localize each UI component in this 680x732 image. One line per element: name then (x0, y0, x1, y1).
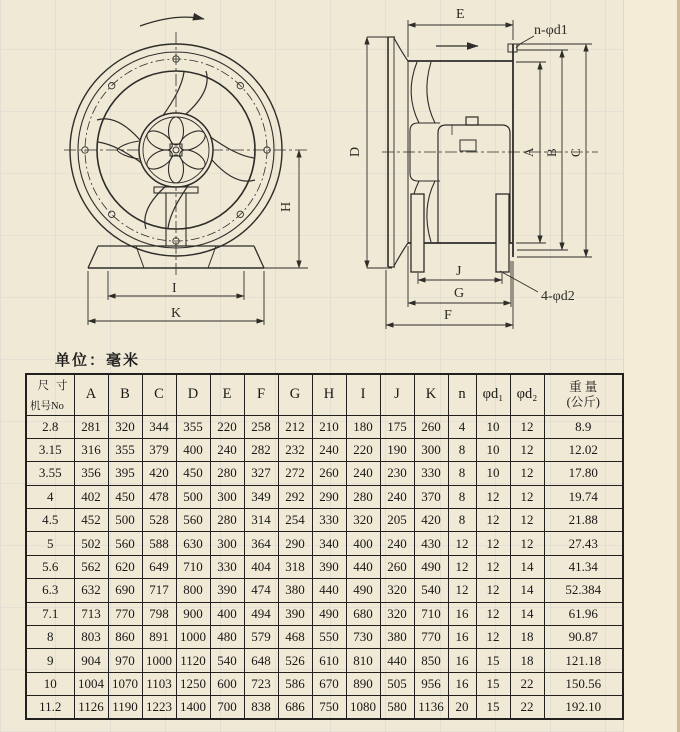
value-cell: 240 (380, 485, 414, 508)
value-cell: 14 (510, 555, 544, 578)
value-cell: 400 (346, 532, 380, 555)
value-cell: 838 (244, 696, 278, 719)
col-8: H (312, 374, 346, 415)
dim-label-H: H (279, 201, 294, 212)
value-cell: 528 (142, 509, 176, 532)
value-cell: 648 (244, 649, 278, 672)
value-cell: 281 (74, 415, 108, 438)
value-cell: 232 (278, 438, 312, 461)
value-cell: 364 (244, 532, 278, 555)
value-cell: 800 (176, 579, 210, 602)
value-cell: 22 (510, 672, 544, 695)
value-cell: 8 (448, 438, 476, 461)
value-cell: 349 (244, 485, 278, 508)
value-cell: 1000 (176, 626, 210, 649)
table-row (26, 672, 623, 695)
value-cell: 390 (312, 555, 346, 578)
value-cell: 468 (278, 626, 312, 649)
value-cell: 580 (380, 696, 414, 719)
value-cell: 12 (476, 555, 510, 578)
value-cell: 15 (476, 696, 510, 719)
value-cell: 713 (74, 602, 108, 625)
col-13: φd₁ (476, 374, 510, 415)
callout-label-foot-holes: 4-φd2 (541, 289, 575, 304)
value-cell: 586 (278, 672, 312, 695)
value-cell: 192.10 (544, 696, 623, 719)
value-cell: 240 (380, 532, 414, 555)
value-cell: 18 (510, 649, 544, 672)
value-cell: 180 (346, 415, 380, 438)
table-row (26, 555, 623, 578)
col-4: D (176, 374, 210, 415)
value-cell: 320 (380, 579, 414, 602)
value-cell: 502 (74, 532, 108, 555)
col-1: A (74, 374, 108, 415)
value-cell: 316 (74, 438, 108, 461)
value-cell: 280 (346, 485, 380, 508)
model-no-cell: 10 (26, 672, 74, 695)
value-cell: 12 (510, 462, 544, 485)
value-cell: 300 (414, 438, 448, 461)
value-cell: 810 (346, 649, 380, 672)
value-cell: 16 (448, 672, 476, 695)
value-cell: 370 (414, 485, 448, 508)
model-no-cell: 7.1 (26, 602, 74, 625)
header-row (26, 374, 623, 415)
value-cell: 52.384 (544, 579, 623, 602)
value-cell: 260 (414, 415, 448, 438)
value-cell: 320 (346, 509, 380, 532)
value-cell: 12 (510, 438, 544, 461)
value-cell: 505 (380, 672, 414, 695)
value-cell: 1004 (74, 672, 108, 695)
fan-side-view (348, 7, 598, 329)
value-cell: 280 (210, 509, 244, 532)
table-row (26, 579, 623, 602)
value-cell: 12 (476, 579, 510, 602)
value-cell: 430 (414, 532, 448, 555)
value-cell: 41.34 (544, 555, 623, 578)
col-11: K (414, 374, 448, 415)
col-10: J (380, 374, 414, 415)
value-cell: 240 (312, 438, 346, 461)
value-cell: 630 (176, 532, 210, 555)
value-cell: 340 (312, 532, 346, 555)
value-cell: 1190 (108, 696, 142, 719)
value-cell: 562 (74, 555, 108, 578)
model-no-cell: 4.5 (26, 509, 74, 532)
value-cell: 16 (448, 626, 476, 649)
value-cell: 680 (346, 602, 380, 625)
value-cell: 4 (448, 415, 476, 438)
model-no-cell: 5.6 (26, 555, 74, 578)
value-cell: 1000 (142, 649, 176, 672)
value-cell: 330 (414, 462, 448, 485)
value-cell: 12 (476, 602, 510, 625)
value-cell: 500 (108, 509, 142, 532)
value-cell: 620 (108, 555, 142, 578)
value-cell: 690 (108, 579, 142, 602)
value-cell: 14 (510, 579, 544, 602)
value-cell: 400 (210, 602, 244, 625)
value-cell: 282 (244, 438, 278, 461)
value-cell: 12 (476, 509, 510, 532)
value-cell: 632 (74, 579, 108, 602)
value-cell: 803 (74, 626, 108, 649)
value-cell: 355 (176, 415, 210, 438)
value-cell: 12 (448, 532, 476, 555)
value-cell: 494 (244, 602, 278, 625)
value-cell: 956 (414, 672, 448, 695)
model-no-cell: 4 (26, 485, 74, 508)
model-no-cell: 11.2 (26, 696, 74, 719)
model-no-cell: 9 (26, 649, 74, 672)
value-cell: 220 (210, 415, 244, 438)
model-no-cell: 3.15 (26, 438, 74, 461)
value-cell: 15 (476, 672, 510, 695)
col-7: G (278, 374, 312, 415)
value-cell: 240 (210, 438, 244, 461)
value-cell: 258 (244, 415, 278, 438)
value-cell: 150.56 (544, 672, 623, 695)
corner-bottom-label: 机号No (30, 400, 64, 412)
value-cell: 1223 (142, 696, 176, 719)
col-weight: 重 量 (公斤) (544, 374, 623, 415)
value-cell: 891 (142, 626, 176, 649)
dim-label-I: I (172, 281, 177, 296)
callout-label-flange-holes: n-φd1 (534, 23, 568, 38)
value-cell: 330 (312, 509, 346, 532)
value-cell: 12 (476, 626, 510, 649)
value-cell: 8 (448, 462, 476, 485)
callout-foot-holes (500, 271, 538, 292)
value-cell: 327 (244, 462, 278, 485)
value-cell: 450 (176, 462, 210, 485)
value-cell: 61.96 (544, 602, 623, 625)
corner-top-label: 尺 寸 (37, 380, 70, 392)
value-cell: 230 (380, 462, 414, 485)
value-cell: 588 (142, 532, 176, 555)
value-cell: 12 (448, 555, 476, 578)
value-cell: 205 (380, 509, 414, 532)
value-cell: 490 (346, 579, 380, 602)
value-cell: 8 (448, 485, 476, 508)
value-cell: 730 (346, 626, 380, 649)
table-row (26, 509, 623, 532)
value-cell: 717 (142, 579, 176, 602)
col-2: B (108, 374, 142, 415)
value-cell: 770 (108, 602, 142, 625)
col-3: C (142, 374, 176, 415)
value-cell: 10 (476, 462, 510, 485)
unit-label: 单位：毫米 (55, 353, 141, 369)
value-cell: 860 (108, 626, 142, 649)
value-cell: 190 (380, 438, 414, 461)
value-cell: 670 (312, 672, 346, 695)
value-cell: 402 (74, 485, 108, 508)
value-cell: 480 (210, 626, 244, 649)
value-cell: 330 (210, 555, 244, 578)
value-cell: 379 (142, 438, 176, 461)
corner-cell (26, 374, 74, 415)
value-cell: 300 (210, 485, 244, 508)
value-cell: 17.80 (544, 462, 623, 485)
table-row (26, 626, 623, 649)
value-cell: 10 (476, 438, 510, 461)
value-cell: 750 (312, 696, 346, 719)
value-cell: 12 (510, 415, 544, 438)
value-cell: 12 (476, 532, 510, 555)
value-cell: 16 (448, 602, 476, 625)
table-row (26, 415, 623, 438)
value-cell: 121.18 (544, 649, 623, 672)
dim-label-C: C (568, 148, 583, 157)
value-cell: 560 (108, 532, 142, 555)
value-cell: 404 (244, 555, 278, 578)
value-cell: 1250 (176, 672, 210, 695)
col-14: φd₂ (510, 374, 544, 415)
col-12: n (448, 374, 476, 415)
value-cell: 1070 (108, 672, 142, 695)
value-cell: 440 (346, 555, 380, 578)
value-cell: 320 (380, 602, 414, 625)
dimension-table (25, 373, 624, 720)
value-cell: 175 (380, 415, 414, 438)
value-cell: 1136 (414, 696, 448, 719)
value-cell: 579 (244, 626, 278, 649)
value-cell: 770 (414, 626, 448, 649)
table-body (26, 415, 623, 719)
value-cell: 490 (312, 602, 346, 625)
value-cell: 540 (414, 579, 448, 602)
value-cell: 478 (142, 485, 176, 508)
value-cell: 686 (278, 696, 312, 719)
value-cell: 904 (74, 649, 108, 672)
value-cell: 272 (278, 462, 312, 485)
dim-label-J: J (456, 264, 462, 279)
value-cell: 210 (312, 415, 346, 438)
value-cell: 380 (278, 579, 312, 602)
value-cell: 8 (448, 509, 476, 532)
value-cell: 390 (278, 602, 312, 625)
model-no-cell: 5 (26, 532, 74, 555)
value-cell: 540 (210, 649, 244, 672)
value-cell: 395 (108, 462, 142, 485)
value-cell: 355 (108, 438, 142, 461)
dim-label-D: D (348, 146, 363, 157)
value-cell: 320 (108, 415, 142, 438)
value-cell: 798 (142, 602, 176, 625)
value-cell: 12 (476, 485, 510, 508)
value-cell: 260 (312, 462, 346, 485)
value-cell: 710 (414, 602, 448, 625)
value-cell: 490 (414, 555, 448, 578)
dim-label-B: B (544, 148, 559, 157)
value-cell: 220 (346, 438, 380, 461)
value-cell: 12.02 (544, 438, 623, 461)
col-9: I (346, 374, 380, 415)
model-no-cell: 6.3 (26, 579, 74, 602)
value-cell: 440 (312, 579, 346, 602)
dim-label-K: K (171, 306, 182, 321)
value-cell: 440 (380, 649, 414, 672)
value-cell: 610 (312, 649, 346, 672)
dim-label-E: E (456, 7, 465, 22)
value-cell: 254 (278, 509, 312, 532)
table-row (26, 532, 623, 555)
table-row (26, 602, 623, 625)
value-cell: 314 (244, 509, 278, 532)
value-cell: 900 (176, 602, 210, 625)
value-cell: 300 (210, 532, 244, 555)
callout-flange-holes (516, 36, 592, 62)
value-cell: 12 (510, 485, 544, 508)
value-cell: 280 (210, 462, 244, 485)
table-row (26, 696, 623, 719)
dim-label-A: A (521, 147, 536, 157)
value-cell: 14 (510, 602, 544, 625)
value-cell: 723 (244, 672, 278, 695)
dim-E (408, 20, 513, 57)
value-cell: 500 (176, 485, 210, 508)
value-cell: 18 (510, 626, 544, 649)
table-row (26, 438, 623, 461)
value-cell: 19.74 (544, 485, 623, 508)
table-row (26, 462, 623, 485)
value-cell: 1103 (142, 672, 176, 695)
value-cell: 850 (414, 649, 448, 672)
value-cell: 21.88 (544, 509, 623, 532)
value-cell: 560 (176, 509, 210, 532)
model-no-cell: 8 (26, 626, 74, 649)
value-cell: 649 (142, 555, 176, 578)
value-cell: 526 (278, 649, 312, 672)
model-no-cell: 2.8 (26, 415, 74, 438)
value-cell: 27.43 (544, 532, 623, 555)
value-cell: 452 (74, 509, 108, 532)
value-cell: 290 (278, 532, 312, 555)
value-cell: 1126 (74, 696, 108, 719)
table-row (26, 485, 623, 508)
value-cell: 290 (312, 485, 346, 508)
value-cell: 390 (210, 579, 244, 602)
value-cell: 22 (510, 696, 544, 719)
fan-front-view (64, 17, 308, 325)
col-5: E (210, 374, 244, 415)
value-cell: 318 (278, 555, 312, 578)
value-cell: 10 (476, 415, 510, 438)
table-row (26, 649, 623, 672)
value-cell: 890 (346, 672, 380, 695)
value-cell: 20 (448, 696, 476, 719)
value-cell: 12 (448, 579, 476, 602)
value-cell: 292 (278, 485, 312, 508)
model-no-cell: 3.55 (26, 462, 74, 485)
value-cell: 260 (380, 555, 414, 578)
value-cell: 90.87 (544, 626, 623, 649)
value-cell: 550 (312, 626, 346, 649)
value-cell: 16 (448, 649, 476, 672)
value-cell: 240 (346, 462, 380, 485)
value-cell: 12 (510, 532, 544, 555)
value-cell: 400 (176, 438, 210, 461)
dim-label-G: G (454, 286, 465, 301)
value-cell: 356 (74, 462, 108, 485)
value-cell: 710 (176, 555, 210, 578)
value-cell: 970 (108, 649, 142, 672)
dim-label-F: F (444, 308, 452, 323)
col-6: F (244, 374, 278, 415)
value-cell: 420 (414, 509, 448, 532)
rotation-arrow-icon (140, 17, 204, 26)
value-cell: 450 (108, 485, 142, 508)
value-cell: 380 (380, 626, 414, 649)
value-cell: 1120 (176, 649, 210, 672)
value-cell: 700 (210, 696, 244, 719)
value-cell: 420 (142, 462, 176, 485)
value-cell: 344 (142, 415, 176, 438)
value-cell: 8.9 (544, 415, 623, 438)
value-cell: 1080 (346, 696, 380, 719)
value-cell: 474 (244, 579, 278, 602)
value-cell: 15 (476, 649, 510, 672)
value-cell: 212 (278, 415, 312, 438)
value-cell: 600 (210, 672, 244, 695)
value-cell: 1400 (176, 696, 210, 719)
value-cell: 12 (510, 509, 544, 532)
